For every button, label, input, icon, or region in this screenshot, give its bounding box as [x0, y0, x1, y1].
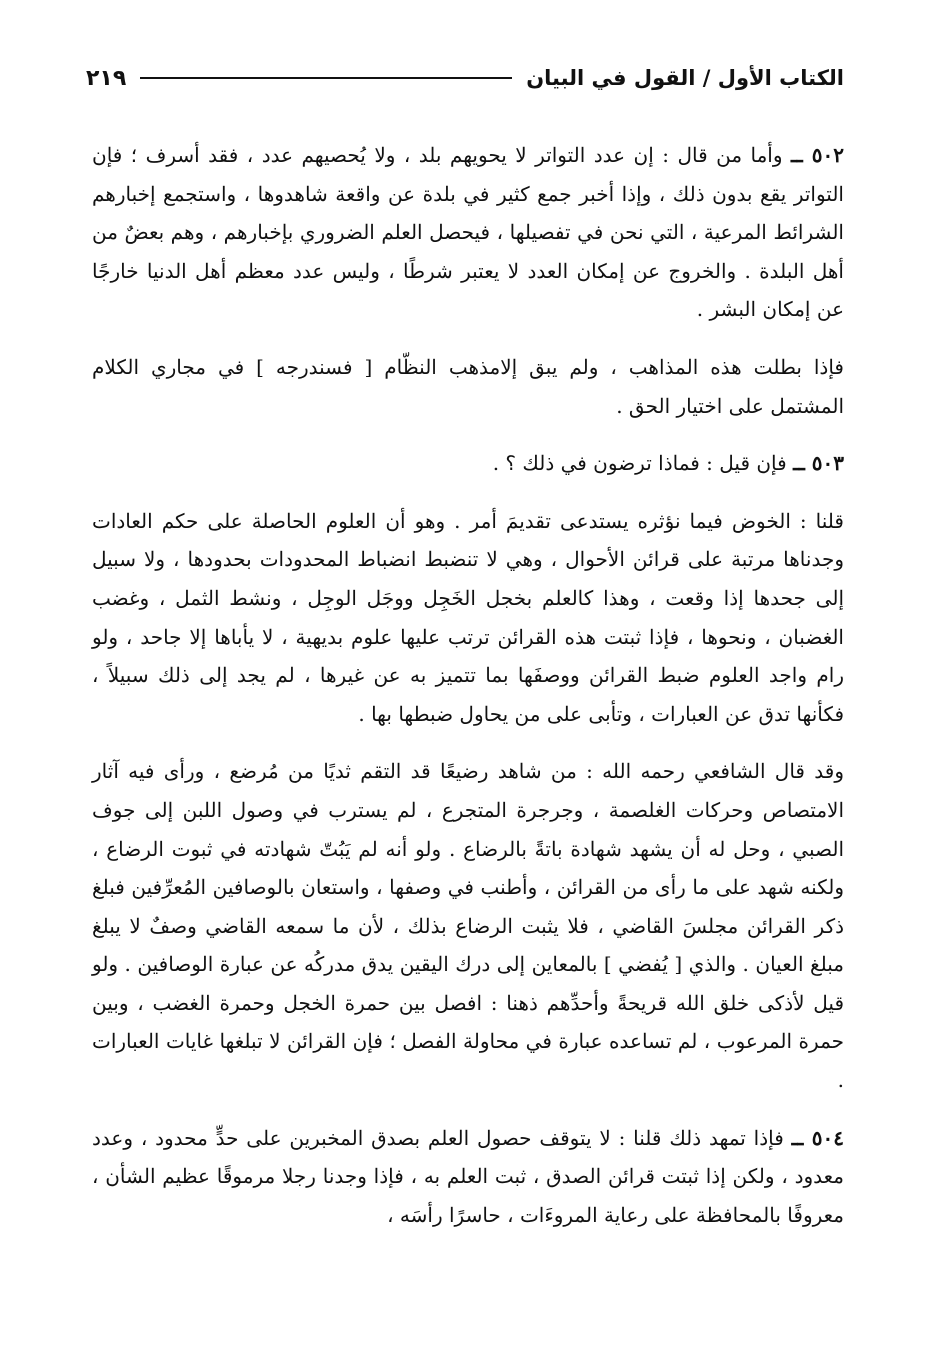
paragraph-number: ٥٠٣ ــ — [793, 451, 844, 476]
paragraph-shafii — [92, 752, 844, 1099]
paragraph-text: قلنا : الخوض فيما نؤثره يستدعى تقديمَ أمر . وهو أن العلوم الحاصلة على حكم العادات وجدناها مرتبة على قرائن الأحوال ، وهي لا تنضبط انضباط المحدودات بحدودها ، ولا سبيل إلى جحدها إذا وقعت ، وهذا كالعلم بخجل الخَجِل ووجَل الوجِل ، ونشط الثمل ، وغضب الغضبان ، ونحوها ، فإذا ثبتت هذه القرائن ترتب عليها علوم بديهية ، لا يأباها إلا جاحد ، ولو رام واجد العلوم ضبط القرائن ووصفَها بما تتميز به عن غيرها ، لم يجد إلى ذلك سبيلاً ، فكأنها تدق عن العبارات ، وتأبى على من يحاول ضبطها بها . — [92, 508, 844, 726]
running-title: الكتاب الأول / القول في البيان — [526, 66, 844, 90]
paragraph-nazzam — [92, 348, 844, 425]
paragraph-qulna — [92, 502, 844, 734]
paragraph-502 — [92, 136, 844, 329]
paragraph-text: فإذا تمهد ذلك قلنا : لا يتوقف حصول العلم بصدق المخبرين على حدٍّ محدود ، وعدد معدود ، ولكن إذا ثبتت قرائن الصدق ، ثبت العلم به ، فإذا وجدنا رجلا مرموقًا عظيم الشأن ، معروفًا بالمحافظة على رعاية المروءَات ، حاسرًا رأسَه ، — [92, 1125, 844, 1227]
page-header — [86, 58, 844, 98]
page-number: ٢١٩ — [86, 65, 127, 91]
body-text — [92, 136, 844, 1234]
paragraph-text: فإذا بطلت هذه المذاهب ، ولم يبق إلامذهب النظّام [ فسندرجه ] في مجاري الكلام المشتمل على اختيار الحق . — [92, 354, 844, 418]
paragraph-number: ٥٠٢ ــ — [790, 143, 844, 167]
paragraph-text: وأما من قال : إن عدد التواتر لا يحويهم بلد ، ولا يُحصيهم عدد ، فقد أسرف ؛ فإن التواتر يقع بدون ذلك ، وإذا أخبر جمع كثير في بلدة عن واقعة شاهدوها ، واستجمع إخبارهم الشرائط المرعية ، التي نحن في تفصيلها ، فيحصل العلم الضروري بإخبارهم ، وهم بعضٌ من أهل البلدة . والخروج عن إمكان العدد لا يعتبر شرطًا ، وليس عدد معظم أهل الدنيا خارجًا عن إمكان البشر . — [92, 143, 844, 322]
paragraph-503 — [92, 444, 844, 483]
header-rule — [140, 77, 512, 79]
paragraph-text: فإن قيل : فماذا ترضون في ذلك ؟ . — [492, 451, 787, 476]
paragraph-number: ٥٠٤ ــ — [791, 1125, 845, 1150]
paragraph-504 — [92, 1119, 844, 1235]
paragraph-text: وقد قال الشافعي رحمه الله : من شاهد رضيعًا قد التقم ثديًا من مُرضع ، ورأى فيه آثار الامتصاص وحركات الغلصمة ، وجرجرة المتجرع ، لم يسترب في وصول اللبن إلى جوف الصبي ، وحل له أن يشهد شهادة باتةً بالرضاع . ولو أنه لم يَبُتّ شهادته في ثبوت الرضاع ، ولكنه شهد على ما رأى من القرائن ، وأطنب في وصفها ، واستعان بالوصافين المُعرِّفين فبلغ ذكر القرائن مجلسَ القاضي ، فلا يثبت الرضاع بذلك ، لأن ما سمعه القاضي وصفٌ لا يبلغ مبلغ العيان . والذي [ يُفضي ] بالمعاين إلى درك اليقين يدق مدركُه عن عبارة الوصافين . ولو قيل لأذكى خلق الله قريحةً وأحدِّهم ذهنا : افصل بين حمرة الخجل وحمرة الغضب ، وبين حمرة المرعوب ، لم تساعده عبارة في محاولة الفصل ؛ فإن القرائن لا تبلغها غايات العبارات . — [92, 759, 845, 1093]
